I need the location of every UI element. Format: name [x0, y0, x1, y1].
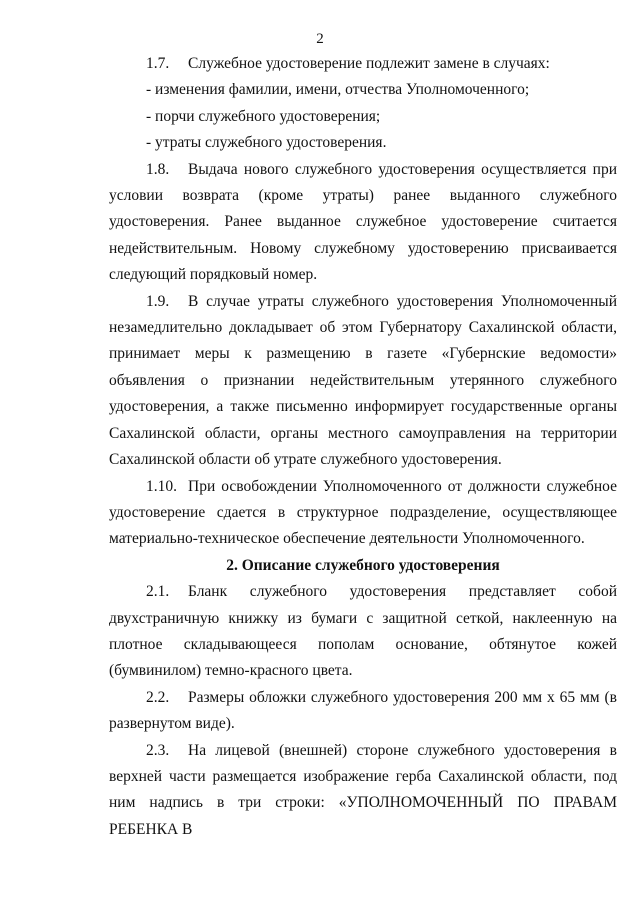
list-item: - утраты служебного удостоверения.: [146, 134, 387, 152]
clause-1-9: [109, 289, 617, 474]
clause-number: 2.3.: [146, 741, 170, 759]
clause-text: На лицевой (внешней) стороне служебного удостоверения в верхней части размещается изображение герба Сахалинской области, под ним надпись в три строки: «УПОЛНОМОЧЕННЫЙ ПО ПРАВАМ РЕБЕНКА В: [109, 741, 617, 838]
clause-2-1: [109, 579, 617, 685]
clause-number: 1.10.: [146, 477, 177, 495]
section-heading: 2. Описание служебного удостоверения: [226, 556, 500, 574]
clause-text: В случае утраты служебного удостоверения Уполномоченный незамедлительно докладывает об этом Губернатору Сахалинской области, принимает меры к размещению в газете «Губернские ведомости» объявления о признании недействительным утерянного служебного удостоверения, а также письменно информирует государственные органы Сахалинской области, органы местного самоуправления на территории Сахалинской области об утрате служебного удостоверения.: [109, 292, 617, 469]
clause-2-2: [109, 685, 617, 738]
clause-1-8: [109, 157, 617, 289]
clause-number: 1.7.: [146, 55, 170, 72]
clause-text: Служебное удостоверение подлежит замене в случаях:: [188, 55, 550, 72]
page-number: 2: [316, 31, 324, 47]
clause-number: 1.8.: [146, 160, 170, 178]
clause-1-10: [109, 474, 617, 553]
document-body: [109, 51, 617, 843]
clause-2-3: [109, 738, 617, 844]
clause-text: При освобождении Уполномоченного от должности служебное удостоверение сдается в структурное подразделение, осуществляющее материально-техническое обеспечение деятельности Уполномоченного.: [109, 477, 617, 548]
clause-number: 1.9.: [146, 292, 170, 310]
clause-text: Размеры обложки служебного удостоверения 200 мм х 65 мм (в развернутом виде).: [109, 688, 617, 733]
clause-1-7: [109, 51, 617, 77]
clause-text: Бланк служебного удостоверения представляет собой двухстраничную книжку из бумаги с защитной сеткой, наклеенную на плотное складывающееся пополам основание, обтянутое кожей (бумвинилом) темно-красного цвета.: [109, 583, 617, 680]
clause-number: 2.2.: [146, 688, 170, 706]
list-item: - порчи служебного удостоверения;: [146, 107, 381, 125]
list-item: - изменения фамилии, имени, отчества Уполномоченного;: [146, 81, 530, 99]
clause-text: Выдача нового служебного удостоверения осуществляется при условии возврата (кроме утраты) ранее выданного служебного удостоверения. Ранее выданное служебное удостоверение считается недействительным. Новому служебному удостоверению присваивается следующий порядковый номер.: [109, 160, 617, 284]
clause-number: 2.1.: [146, 583, 170, 601]
